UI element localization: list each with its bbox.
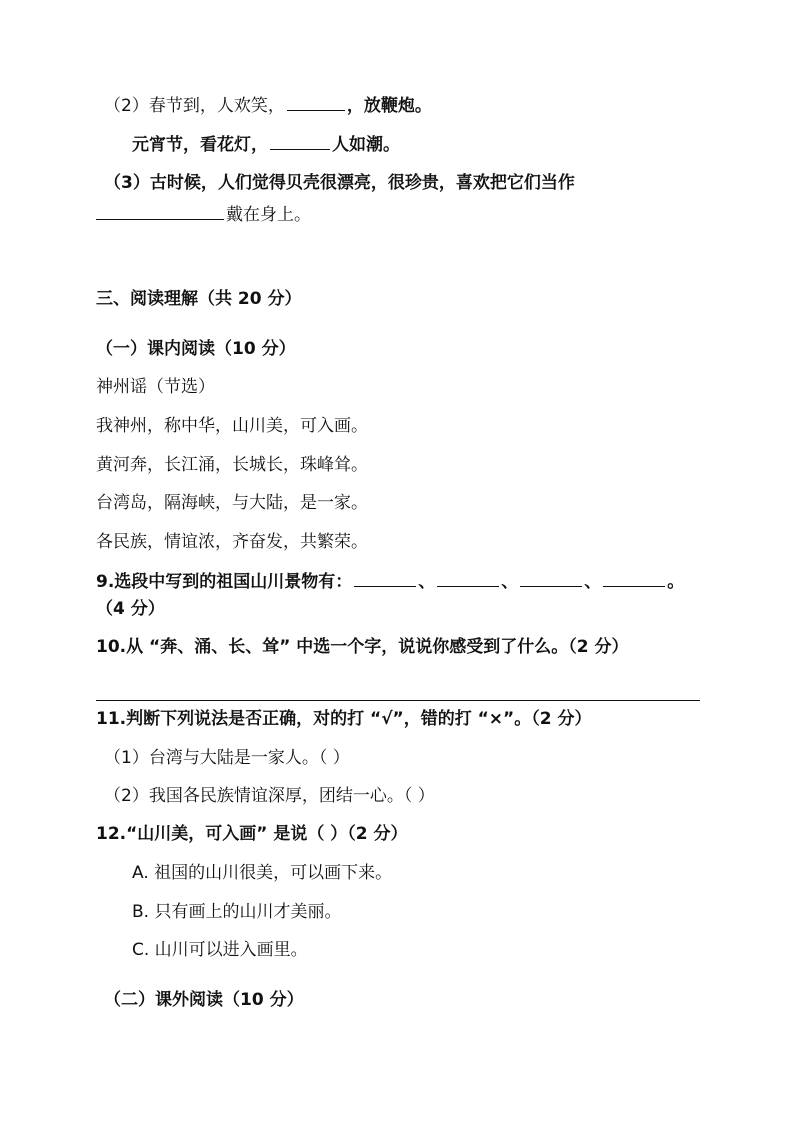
q3-line-b (96, 203, 311, 226)
q2-line-b (132, 133, 400, 156)
q2-b-post: 人如潮。 (332, 135, 400, 155)
q9-sep: 、 (584, 572, 602, 592)
q12-option-b: B. 只有画上的山川才美丽。 (132, 902, 342, 922)
q11-item: （2）我国各民族情谊深厚，团结一心。（ ） (104, 786, 435, 806)
q12-option-c: C. 山川可以进入画里。 (132, 940, 308, 960)
q10-text: 10.从 “奔、涌、长、耸” 中选一个字，说说你感受到了什么。（2 分） (96, 637, 629, 657)
q9-score: （4 分） (96, 599, 165, 619)
q9-text: 9.选段中写到的祖国山川景物有： (96, 572, 353, 592)
q9-sep: 、 (501, 572, 519, 592)
q3-b-post: 戴在身上。 (226, 205, 311, 225)
q12-option-a: A. 祖国的山川很美，可以画下来。 (132, 863, 393, 883)
answer-blank[interactable] (96, 203, 224, 220)
q12-text: 12.“山川美，可入画” 是说（ ）（2 分） (96, 824, 408, 844)
q2-line-a (104, 94, 432, 117)
q11-text: 11.判断下列说法是否正确，对的打 “√”，错的打 “×”。（2 分） (96, 709, 592, 729)
answer-blank[interactable] (354, 570, 416, 587)
q9-sep: 、 (418, 572, 436, 592)
q2-b-pre: 元宵节，看花灯， (132, 135, 268, 155)
answer-line[interactable] (96, 700, 700, 701)
q9-end: 。 (667, 572, 685, 592)
q2-a-post: ，放鞭炮。 (346, 96, 432, 116)
answer-blank[interactable] (437, 570, 499, 587)
part1-title: （一）课内阅读（10 分） (96, 339, 296, 359)
answer-blank[interactable] (270, 133, 330, 150)
q3-line-a: （3）古时候，人们觉得贝壳很漂亮，很珍贵，喜欢把它们当作 (104, 173, 575, 193)
poem-line: 我神州，称中华，山川美，可入画。 (96, 416, 368, 436)
answer-blank[interactable] (287, 94, 345, 111)
poem-line: 台湾岛，隔海峡，与大陆，是一家。 (96, 493, 368, 513)
answer-blank[interactable] (520, 570, 582, 587)
part2-title: （二）课外阅读（10 分） (104, 990, 304, 1010)
section-title: 三、阅读理解（共 20 分） (96, 289, 302, 309)
answer-blank[interactable] (603, 570, 665, 587)
q11-item: （1）台湾与大陆是一家人。（ ） (104, 748, 350, 768)
poem-title: 神州谣（节选） (96, 377, 215, 397)
q2-a-pre: （2）春节到，人欢笑， (104, 96, 285, 116)
q9-line (96, 570, 684, 593)
poem-line: 各民族，情谊浓，齐奋发，共繁荣。 (96, 532, 368, 552)
poem-line: 黄河奔，长江涌，长城长，珠峰耸。 (96, 455, 368, 475)
